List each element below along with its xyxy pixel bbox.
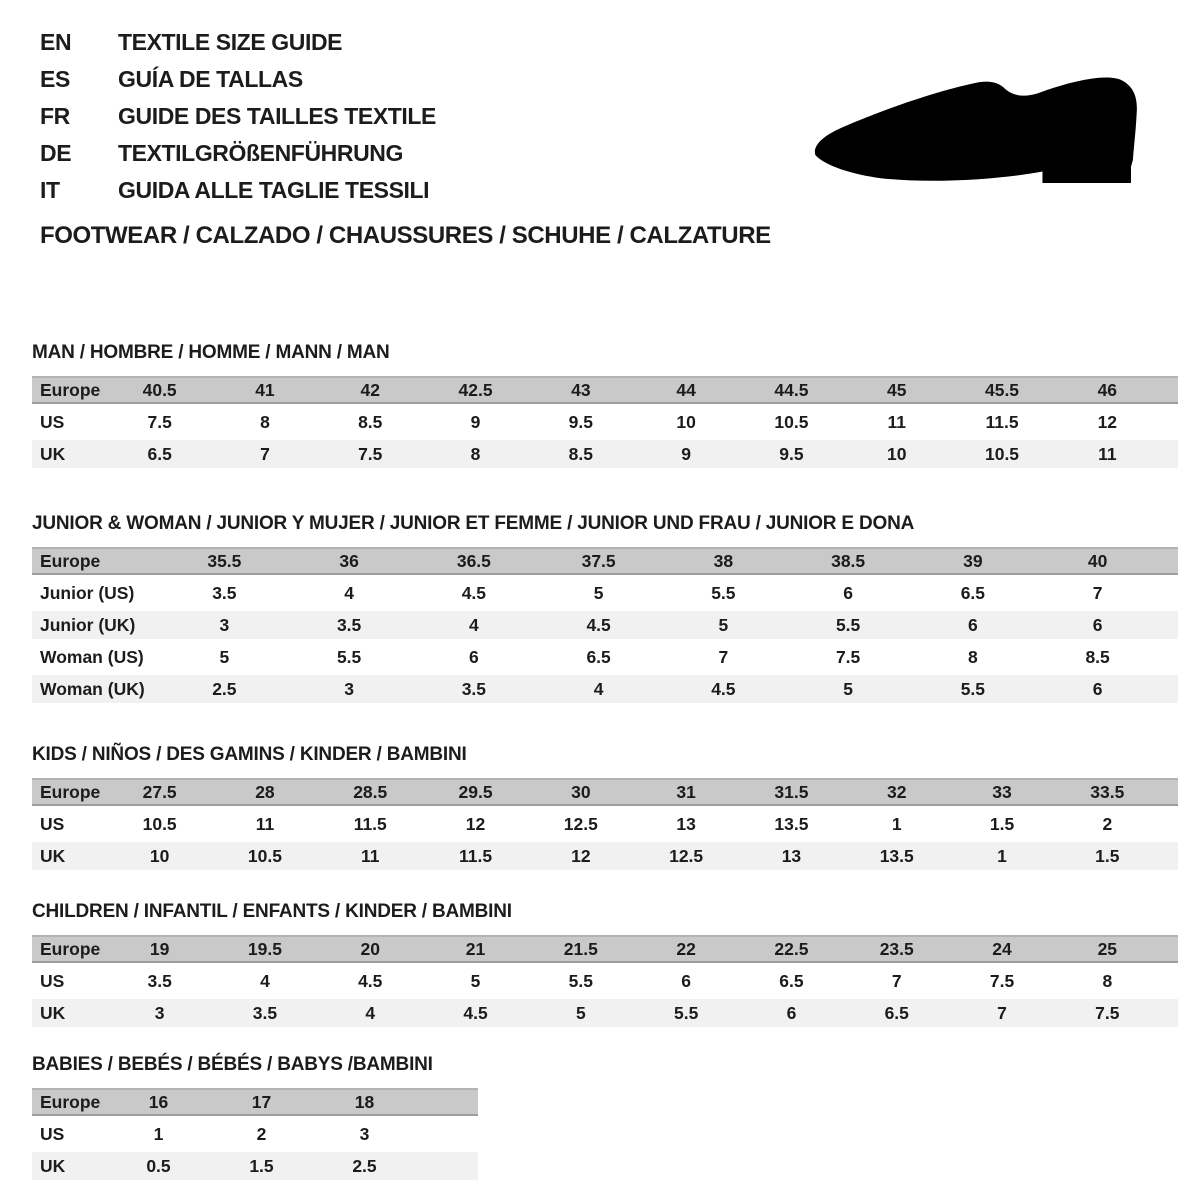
size-value-cell: 10 — [676, 412, 696, 432]
size-value-cell: 29.5 — [458, 782, 493, 802]
size-value-cell: 42.5 — [458, 380, 493, 400]
size-value-cell: 8.5 — [568, 444, 593, 464]
size-value-cell: 5.5 — [960, 679, 986, 699]
row-label: Junior (UK) — [40, 615, 136, 635]
size-value-cell: 3.5 — [147, 971, 172, 991]
size-value-cell: 28 — [255, 782, 275, 802]
size-value-cell: 4.5 — [586, 615, 611, 635]
size-value-cell: 11.5 — [458, 846, 493, 866]
size-value-cell: 4 — [593, 679, 604, 699]
size-value-cell: 46 — [1097, 380, 1118, 400]
table-row — [32, 675, 1178, 703]
size-value-cell: 25 — [1097, 939, 1118, 959]
size-value-cell: 7.5 — [358, 444, 383, 464]
table-row — [32, 611, 1178, 639]
size-value-cell: 6 — [1092, 679, 1103, 699]
size-value-cell: 12.5 — [669, 846, 704, 866]
size-value-cell: 7.5 — [147, 412, 172, 432]
size-value-cell: 6.5 — [884, 1003, 909, 1023]
size-value-cell: 40.5 — [142, 380, 177, 400]
size-value-cell: 36 — [339, 551, 359, 571]
language-text: TEXTILE SIZE GUIDE — [118, 29, 343, 55]
size-value-cell: 6 — [1092, 615, 1103, 635]
size-value-cell: 11 — [255, 814, 275, 834]
table-row — [32, 1120, 478, 1148]
row-label: US — [40, 971, 65, 991]
row-filler — [416, 1152, 460, 1180]
table-row — [32, 643, 1178, 671]
language-code: EN — [40, 29, 72, 55]
size-value-cell: 1 — [891, 814, 902, 834]
size-table-kids — [32, 778, 1178, 870]
size-value-cell: 8.5 — [1085, 647, 1110, 667]
size-value-cell: 31 — [676, 782, 696, 802]
size-table-man — [32, 376, 1178, 468]
size-value-cell: 6.5 — [960, 583, 986, 603]
size-value-cell: 4 — [469, 615, 479, 635]
size-value-cell: 6 — [968, 615, 978, 635]
size-value-cell: 9 — [681, 444, 691, 464]
size-value-cell: 3 — [219, 615, 230, 635]
size-value-cell: 1.5 — [989, 814, 1015, 834]
size-value-cell: 43 — [571, 380, 591, 400]
size-value-cell: 6.5 — [147, 444, 172, 464]
size-value-cell: 8.5 — [358, 412, 383, 432]
size-value-cell: 4.5 — [711, 679, 736, 699]
size-value-cell: 9.5 — [568, 412, 593, 432]
size-value-cell: 3 — [344, 679, 354, 699]
size-value-cell: 13 — [676, 814, 696, 834]
size-value-cell: 16 — [148, 1092, 169, 1112]
size-value-cell: 1.5 — [1095, 846, 1120, 866]
size-value-cell: 19 — [149, 939, 170, 959]
size-value-cell: 7.5 — [835, 647, 861, 667]
size-value-cell: 22 — [676, 939, 696, 959]
size-value-cell: 31.5 — [774, 782, 809, 802]
size-value-cell: 10.5 — [774, 412, 809, 432]
size-value-cell: 2 — [256, 1124, 267, 1144]
table-header-row — [32, 778, 1178, 806]
size-value-cell: 12 — [571, 846, 591, 866]
table-row — [32, 999, 1178, 1027]
dress-shoe-icon — [800, 60, 1156, 206]
row-label: US — [40, 1124, 65, 1144]
language-code: DE — [40, 140, 72, 166]
size-value-cell: 13.5 — [774, 814, 809, 834]
size-value-cell: 8 — [1102, 971, 1113, 991]
size-value-cell: 45.5 — [984, 380, 1020, 400]
size-value-cell: 21.5 — [563, 939, 598, 959]
row-filler — [416, 1120, 460, 1148]
size-value-cell: 9.5 — [779, 444, 804, 464]
size-value-cell: 5.5 — [568, 971, 593, 991]
row-label: US — [40, 814, 65, 834]
size-value-cell: 20 — [360, 939, 380, 959]
size-value-cell: 32 — [886, 782, 907, 802]
table-header-row — [32, 547, 1178, 575]
size-value-cell: 6 — [843, 583, 853, 603]
size-value-cell: 8 — [260, 412, 270, 432]
size-value-cell: 9 — [470, 412, 481, 432]
size-value-cell: 5 — [843, 679, 853, 699]
size-value-cell: 4.5 — [461, 583, 487, 603]
section-title-children: CHILDREN / INFANTIL / ENFANTS / KINDER / BAMBINI — [32, 901, 512, 922]
size-value-cell: 10 — [886, 444, 907, 464]
size-value-cell: 41 — [255, 380, 275, 400]
size-value-cell: 6 — [681, 971, 691, 991]
size-value-cell: 19.5 — [247, 939, 282, 959]
row-label: Europe — [40, 380, 101, 400]
size-value-cell: 7.5 — [1095, 1003, 1120, 1023]
size-value-cell: 4.5 — [358, 971, 383, 991]
section-title-babies: BABIES / BEBÉS / BÉBÉS / BABYS /BAMBINI — [32, 1054, 433, 1075]
size-value-cell: 8 — [470, 444, 481, 464]
table-row — [32, 1152, 478, 1180]
table-row — [32, 967, 1178, 995]
size-value-cell: 2.5 — [212, 679, 237, 699]
section-title-kids: KIDS / NIÑOS / DES GAMINS / KINDER / BAMBINI — [32, 744, 467, 765]
size-value-cell: 5 — [219, 647, 230, 667]
size-value-cell: 1 — [997, 846, 1007, 866]
size-value-cell: 17 — [251, 1092, 272, 1112]
size-value-cell: 45 — [886, 380, 907, 400]
size-value-cell: 10.5 — [984, 444, 1020, 464]
table-row — [32, 842, 1178, 870]
size-value-cell: 5 — [593, 583, 604, 603]
size-value-cell: 22.5 — [774, 939, 809, 959]
row-label: Junior (US) — [40, 583, 135, 603]
table-header-row — [32, 376, 1178, 404]
size-value-cell: 6 — [786, 1003, 797, 1023]
section-title-man: MAN / HOMBRE / HOMME / MANN / MAN — [32, 342, 390, 363]
section-man — [32, 343, 1178, 468]
language-text: GUÍA DE TALLAS — [118, 66, 303, 92]
section-title-junior-woman: JUNIOR & WOMAN / JUNIOR Y MUJER / JUNIOR ET FEMME / JUNIOR UND FRAU / JUNIOR E DONA — [32, 513, 915, 534]
table-header-row — [32, 1088, 478, 1116]
size-value-cell: 5 — [470, 971, 481, 991]
size-value-cell: 4 — [344, 583, 354, 603]
row-label: Europe — [40, 939, 101, 959]
size-value-cell: 7 — [891, 971, 902, 991]
table-row — [32, 440, 1178, 468]
size-value-cell: 27.5 — [142, 782, 177, 802]
language-text: GUIDA ALLE TAGLIE TESSILI — [118, 177, 430, 203]
size-value-cell: 36.5 — [456, 551, 491, 571]
row-label: US — [40, 412, 65, 432]
size-value-cell: 5.5 — [336, 647, 362, 667]
row-label: UK — [40, 1156, 66, 1176]
row-label: Woman (UK) — [40, 679, 145, 699]
size-value-cell: 3 — [359, 1124, 370, 1144]
size-value-cell: 7 — [718, 647, 729, 667]
size-value-cell: 21 — [465, 939, 486, 959]
size-value-cell: 33 — [992, 782, 1012, 802]
size-value-cell: 44.5 — [774, 380, 809, 400]
size-value-cell: 38 — [713, 551, 734, 571]
size-value-cell: 3.5 — [212, 583, 237, 603]
size-value-cell: 0.5 — [146, 1156, 171, 1176]
language-code: FR — [40, 103, 70, 129]
size-value-cell: 2.5 — [352, 1156, 377, 1176]
size-value-cell: 18 — [354, 1092, 375, 1112]
language-code: IT — [40, 177, 60, 203]
size-value-cell: 33.5 — [1090, 782, 1125, 802]
size-value-cell: 35.5 — [207, 551, 242, 571]
size-value-cell: 10.5 — [247, 846, 282, 866]
size-table-babies — [32, 1088, 478, 1180]
size-value-cell: 11.5 — [353, 814, 387, 834]
size-tables — [32, 343, 1178, 1180]
size-value-cell: 10 — [149, 846, 170, 866]
size-value-cell: 12 — [1097, 412, 1118, 432]
size-table-junior-woman — [32, 547, 1178, 703]
table-header-row — [32, 935, 1178, 963]
size-value-cell: 5.5 — [711, 583, 736, 603]
size-value-cell: 6 — [469, 647, 479, 667]
size-value-cell: 5 — [718, 615, 729, 635]
size-value-cell: 40 — [1087, 551, 1108, 571]
size-value-cell: 11 — [1098, 444, 1117, 464]
language-text: GUIDE DES TAILLES TEXTILE — [118, 103, 436, 129]
row-label: UK — [40, 846, 66, 866]
size-value-cell: 4 — [365, 1003, 376, 1023]
size-value-cell: 7 — [260, 444, 270, 464]
language-line-en — [40, 24, 1200, 61]
size-value-cell: 10.5 — [142, 814, 177, 834]
size-value-cell: 24 — [992, 939, 1012, 959]
size-value-cell: 3.5 — [461, 679, 487, 699]
size-value-cell: 28.5 — [353, 782, 388, 802]
size-value-cell: 6.5 — [586, 647, 611, 667]
size-value-cell: 12 — [465, 814, 486, 834]
row-label: UK — [40, 1003, 66, 1023]
section-children — [32, 902, 1178, 1027]
size-table-children — [32, 935, 1178, 1027]
size-value-cell: 39 — [963, 551, 983, 571]
section-babies — [32, 1055, 1178, 1180]
size-value-cell: 6.5 — [779, 971, 804, 991]
size-value-cell: 8 — [968, 647, 978, 667]
size-value-cell: 3.5 — [336, 615, 362, 635]
size-value-cell: 23.5 — [879, 939, 914, 959]
size-value-cell: 44 — [676, 380, 696, 400]
size-value-cell: 7 — [1092, 583, 1103, 603]
row-label: Europe — [40, 782, 101, 802]
size-value-cell: 30 — [571, 782, 591, 802]
language-code: ES — [40, 66, 70, 92]
size-value-cell: 1.5 — [249, 1156, 274, 1176]
size-value-cell: 5.5 — [673, 1003, 699, 1023]
table-row — [32, 579, 1178, 607]
language-text: TEXTILGRÖßENFÜHRUNG — [118, 140, 403, 166]
size-value-cell: 7.5 — [989, 971, 1015, 991]
table-row — [32, 408, 1178, 436]
size-value-cell: 3.5 — [252, 1003, 278, 1023]
category-title: FOOTWEAR / CALZADO / CHAUSSURES / SCHUHE / CALZATURE — [40, 222, 771, 249]
size-value-cell: 13 — [781, 846, 802, 866]
size-value-cell: 37.5 — [581, 551, 616, 571]
size-value-cell: 13.5 — [879, 846, 914, 866]
size-value-cell: 12.5 — [563, 814, 598, 834]
size-value-cell: 4.5 — [463, 1003, 488, 1023]
size-value-cell: 5.5 — [835, 615, 861, 635]
size-value-cell: 38.5 — [831, 551, 866, 571]
size-value-cell: 42 — [360, 380, 380, 400]
size-value-cell: 5 — [575, 1003, 586, 1023]
size-value-cell: 4 — [260, 971, 270, 991]
row-label: Europe — [40, 1092, 101, 1112]
table-row — [32, 810, 1178, 838]
size-value-cell: 11 — [360, 846, 380, 866]
size-value-cell: 3 — [154, 1003, 165, 1023]
row-label: Woman (US) — [40, 647, 144, 667]
size-value-cell: 11.5 — [985, 412, 1019, 432]
row-label: Europe — [40, 551, 101, 571]
row-label: UK — [40, 444, 66, 464]
size-value-cell: 2 — [1102, 814, 1113, 834]
size-value-cell: 1 — [153, 1124, 164, 1144]
section-junior-woman — [32, 514, 1178, 703]
size-value-cell: 11 — [887, 412, 906, 432]
size-value-cell: 7 — [997, 1003, 1007, 1023]
row-filler — [416, 1090, 460, 1114]
section-kids — [32, 745, 1178, 870]
